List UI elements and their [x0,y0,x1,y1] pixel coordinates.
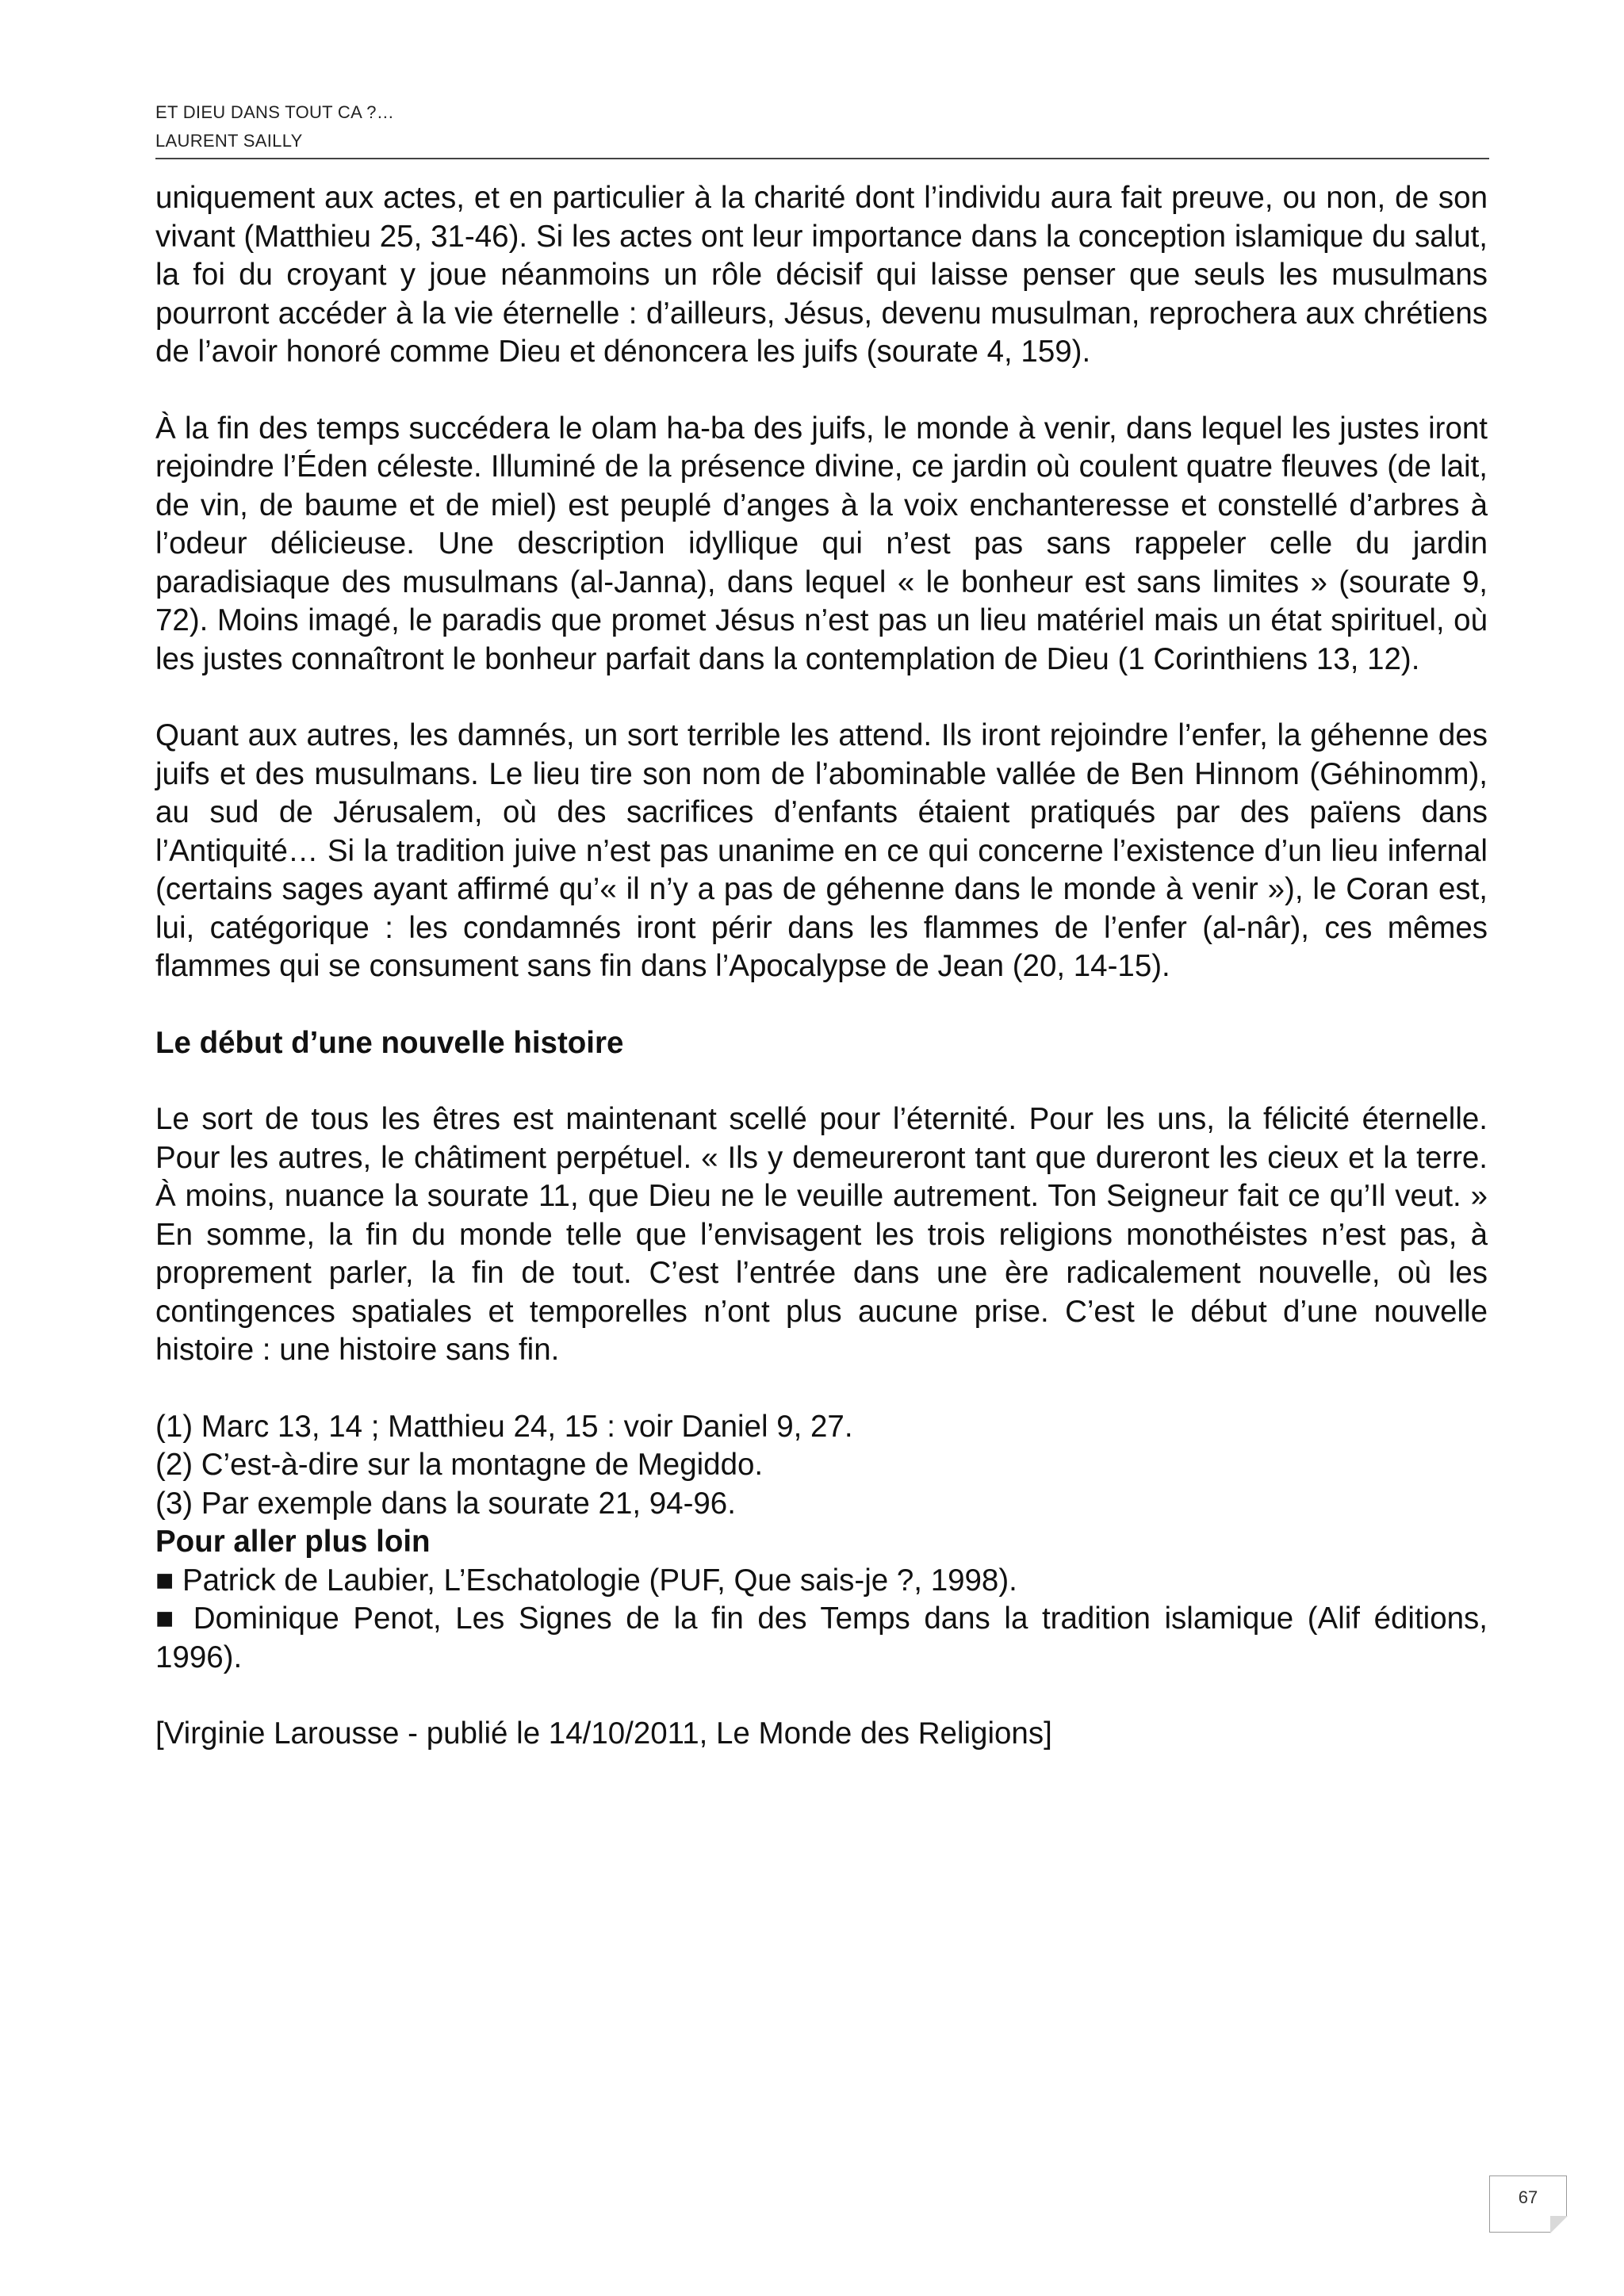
further-reading-heading: Pour aller plus loin [155,1525,431,1559]
section-paragraph: Le sort de tous les êtres est maintenant scellé pour l’éternité. Pour les uns, la félicité éternelle. Pour les autres, le châtiment perpétuel. « Ils y demeureront tant que dureront les cieux et la terre. À moins, nuance la sourate 11, que Dieu ne le veuille autrement. Ton Seigneur fait ce qu’Il veut. » En somme, la fin du monde telle que l’envisagent les trois religions monothéistes n’est pas, à proprement parler, la fin de tout. C’est l’entrée dans une ère radicalement nouvelle, où les contingences spatiales et temporelles n’ont plus aucune prise. C’est le début d’une nouvelle histoire : une histoire sans fin. [155,1102,1488,1367]
page-curl-icon [1550,2216,1568,2233]
section-heading: Le début d’une nouvelle histoire [155,1025,624,1060]
header-author: LAURENT SAILLY [155,131,303,151]
body-paragraph-3: Quant aux autres, les damnés, un sort terrible les attend. Ils iront rejoindre l’enfer, la géhenne des juifs et des musulmans. Le lieu tire son nom de l’abominable vallée de Ben Hinnom (Géhinomm), au sud de Jérusalem, où des sacrifices d’enfants étaient pratiqués par des païens dans l’Antiquité… Si la tradition juive n’est pas unanime en ce qui concerne l’existence d’un lieu infernal (certains sages ayant affirmé qu’« il n’y a pas de géhenne dans le monde à venir »), le Coran est, lui, catégorique : les condamnés iront périr dans les flammes de l’enfer (al-nâr), ces mêmes flammes qui se consument sans fin dans l’Apocalypse de Jean (20, 14-15). [155,718,1488,983]
paragraph-spacer [155,986,1488,1024]
footnote-2: (2) C’est-à-dire sur la montagne de Megiddo. [155,1448,764,1482]
paragraph-spacer [155,679,1488,717]
source-citation: [Virginie Larousse - publié le 14/10/2011, Le Monde des Religions] [155,1716,1052,1751]
paragraph-spacer [155,1062,1488,1100]
footnote-3: (3) Par exemple dans la sourate 21, 94-96. [155,1486,736,1521]
paragraph-spacer [155,1370,1488,1408]
page-number-box [1489,2175,1567,2233]
body-paragraph-2: À la fin des temps succédera le olam ha-ba des juifs, le monde à venir, dans lequel les justes iront rejoindre l’Éden céleste. Illuminé de la présence divine, ce jardin où coulent quatre fleuves (de lait, de vin, de baume et de miel) est peuplé d’anges à la voix enchanteresse et constellé d’arbres à l’odeur délicieuse. Une description idyllique qui n’est pas sans rappeler celle du jardin paradisiaque des musulmans (al-Janna), dans lequel « le bonheur est sans limites » (sourate 9, 72). Moins imagé, le paradis que promet Jésus n’est pas un lieu matériel mais un état spirituel, où les justes connaîtront le bonheur parfait dans la contemplation de Dieu (1 Corinthiens 13, 12). [155,411,1488,676]
page-content [155,179,1488,1754]
further-reading-item-2: ■ Dominique Penot, Les Signes de la fin des Temps dans la tradition islamique (Alif éditions, 1996). [155,1601,1488,1674]
body-paragraph-1: uniquement aux actes, et en particulier à la charité dont l’individu aura fait preuve, ou non, de son vivant (Matthieu 25, 31-46). Si les actes ont leur importance dans la conception islamique du salut, la foi du croyant y joue néanmoins un rôle décisif qui laisse penser que seuls les musulmans pourront accéder à la vie éternelle : d’ailleurs, Jésus, devenu musulman, reprochera aux chrétiens de l’avoir honoré comme Dieu et dénoncera les juifs (sourate 4, 159). [155,181,1488,369]
header-title: ET DIEU DANS TOUT CA ?… [155,102,395,122]
footnote-1: (1) Marc 13, 14 ; Matthieu 24, 15 : voir Daniel 9, 27. [155,1409,853,1444]
page-number: 67 [1518,2187,1538,2207]
paragraph-spacer [155,372,1488,410]
further-reading-item-1: ■ Patrick de Laubier, L’Eschatologie (PUF, Que sais-je ?, 1998). [155,1563,1017,1598]
paragraph-spacer [155,1677,1488,1715]
header-divider [155,158,1489,159]
page-header [155,98,1489,155]
